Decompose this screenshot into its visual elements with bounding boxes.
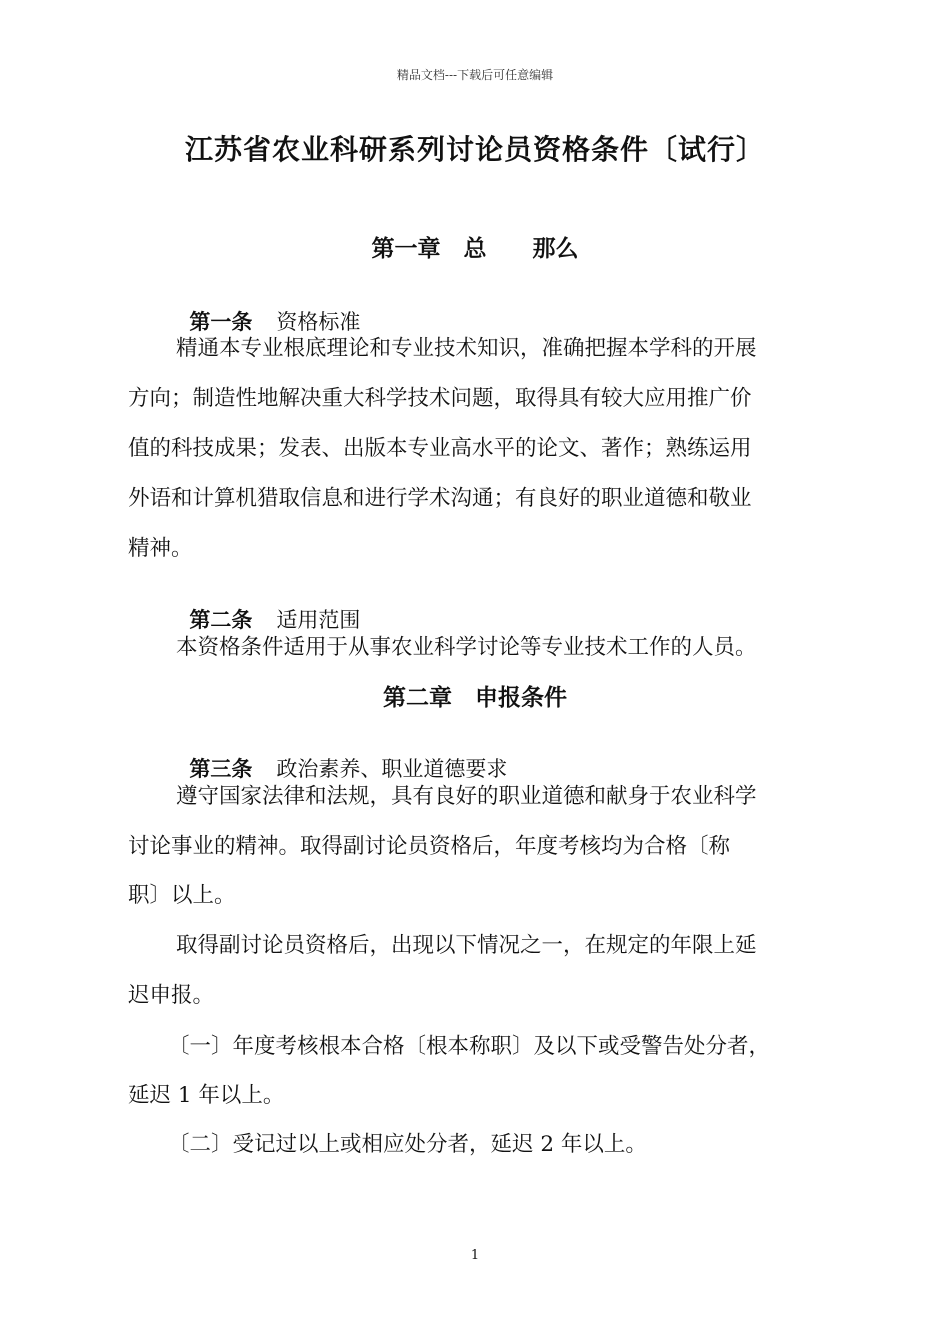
chapter-heading: 第二章 申报条件 xyxy=(383,685,567,711)
paragraph-line: 讨论事业的精神。取得副讨论员资格后，年度考核均为合格〔称 xyxy=(128,834,731,859)
paragraph-line: 精神。 xyxy=(128,536,193,561)
article-topic: 政治素养、职业道德要求 xyxy=(276,757,508,781)
page-number: 1 xyxy=(470,1248,480,1263)
paragraph-line: 延迟 1 年以上。 xyxy=(128,1083,285,1108)
article-topic: 资格标准 xyxy=(276,310,361,334)
article-heading xyxy=(176,729,507,783)
list-item: 〔一〕年度考核根本合格〔根本称职〕及以下或受警告处分者， xyxy=(168,1034,771,1059)
document-title: 江苏省农业科研系列讨论员资格条件〔试行〕 xyxy=(184,133,765,166)
article-heading xyxy=(176,580,360,634)
paragraph-line: 遵守国家法律和法规，具有良好的职业道德和献身于农业科学 xyxy=(176,784,757,809)
paragraph-line: 值的科技成果；发表、出版本专业高水平的论文、著作；熟练运用 xyxy=(128,436,752,461)
paragraph-line: 迟申报。 xyxy=(128,983,215,1008)
paragraph-line: 职〕以上。 xyxy=(128,883,236,908)
article-number: 第三条 xyxy=(189,757,253,781)
article-number: 第一条 xyxy=(189,310,253,334)
paragraph-line: 取得副讨论员资格后，出现以下情况之一，在规定的年限上延 xyxy=(176,933,757,958)
list-item: 〔二〕受记过以上或相应处分者，延迟 2 年以上。 xyxy=(168,1132,647,1157)
paragraph-line: 外语和计算机猎取信息和进行学术沟通；有良好的职业道德和敬业 xyxy=(128,486,752,511)
header-note: 精品文档---下载后可任意编辑 xyxy=(396,68,554,82)
chapter-heading: 第一章 总 那么 xyxy=(371,236,579,262)
paragraph-line: 精通本专业根底理论和专业技术知识，准确把握本学科的开展 xyxy=(176,336,757,361)
article-topic: 适用范围 xyxy=(276,608,361,632)
article-number: 第二条 xyxy=(189,608,253,632)
paragraph-line: 本资格条件适用于从事农业科学讨论等专业技术工作的人员。 xyxy=(176,635,757,660)
paragraph-line: 方向；制造性地解决重大科学技术问题，取得具有较大应用推广价 xyxy=(128,386,752,411)
article-heading xyxy=(176,282,360,336)
